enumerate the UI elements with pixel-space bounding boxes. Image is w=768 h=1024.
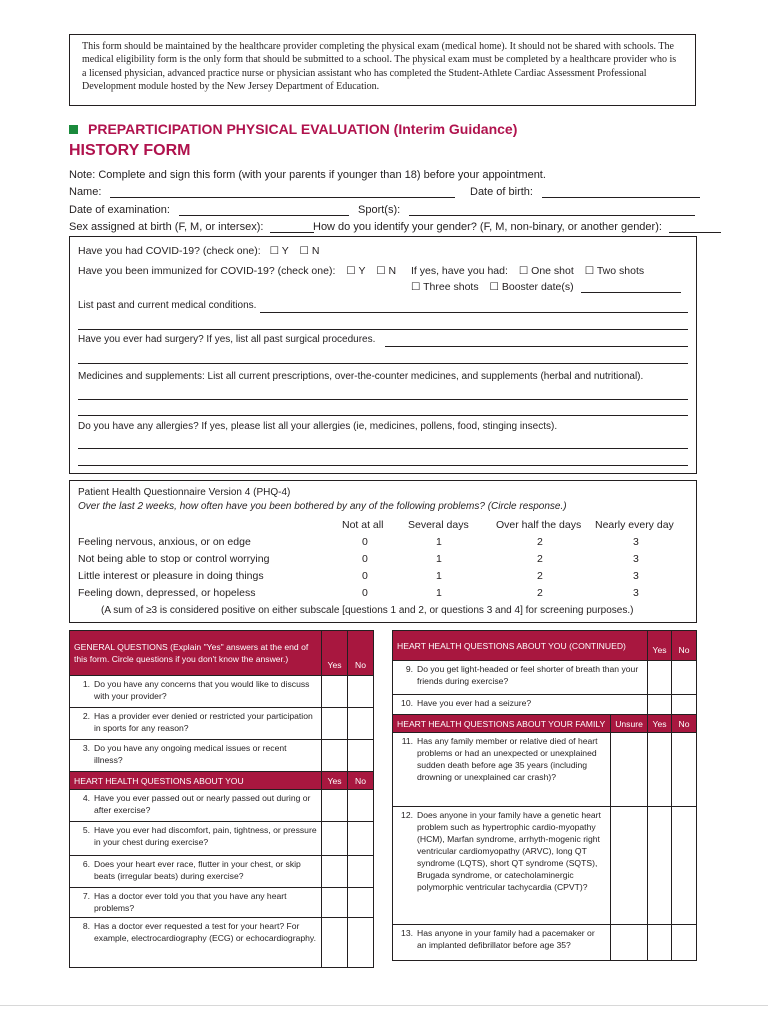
phq-row-4-score-3[interactable]: 3	[633, 587, 639, 599]
phq-row-2-label: Not being able to stop or control worrying	[78, 553, 270, 565]
q6-no-cell[interactable]	[348, 856, 374, 888]
q5-yes-cell[interactable]	[322, 822, 348, 856]
question-9: Do you get light-headed or feel shorter of breath than your friends during exercise?	[417, 664, 639, 686]
phq-row-4-score-1[interactable]: 1	[436, 587, 442, 599]
phq-row-2-score-2[interactable]: 2	[537, 553, 543, 565]
q12-unsure-cell[interactable]	[611, 807, 648, 925]
phq-row-2-score-1[interactable]: 1	[436, 553, 442, 565]
square-bullet-icon	[69, 125, 78, 134]
phq-col-not-at-all: Not at all	[342, 519, 384, 531]
phq-row-1-score-0[interactable]: 0	[362, 536, 368, 548]
phq-row-4-score-2[interactable]: 2	[537, 587, 543, 599]
phq-col-over-half: Over half the days	[496, 519, 582, 531]
phq-row-3-score-1[interactable]: 1	[436, 570, 442, 582]
surgery-line-1[interactable]	[385, 346, 688, 347]
question-13: Has anyone in your family had a pacemaker or an implanted defibrillator before age 35?	[417, 928, 595, 950]
phq-row-1-score-2[interactable]: 2	[537, 536, 543, 548]
exam-date-field[interactable]: Date of examination:	[69, 204, 349, 216]
notice-box	[69, 34, 696, 106]
sex-field[interactable]: Sex assigned at birth (F, M, or intersex):	[69, 221, 314, 233]
page-bottom-rule	[0, 1005, 768, 1006]
q5-no-cell[interactable]	[348, 822, 374, 856]
q9-no-cell[interactable]	[672, 661, 697, 695]
two-shots-checkbox[interactable]: ☐ Two shots	[584, 265, 645, 277]
q10-no-cell[interactable]	[672, 695, 697, 715]
conditions-line-1[interactable]	[260, 312, 688, 313]
phq-row-4-score-0[interactable]: 0	[362, 587, 368, 599]
question-2: Has a provider ever denied or restricted your participation in sports for any reason?	[94, 711, 313, 733]
phq-subtitle: Over the last 2 weeks, how often have you been bothered by any of the following problems? (Circle response.)	[78, 501, 567, 512]
phq-row-1-label: Feeling nervous, anxious, or on edge	[78, 536, 251, 548]
dob-line[interactable]	[542, 187, 700, 198]
phq-col-nearly-every-day: Nearly every day	[595, 519, 674, 531]
phq-row-1-score-1[interactable]: 1	[436, 536, 442, 548]
q7-yes-cell[interactable]	[322, 888, 348, 918]
question-4: Have you ever passed out or nearly passed out during or after exercise?	[94, 793, 311, 815]
question-7: Has a doctor ever told you that you have any heart problems?	[94, 891, 287, 913]
q4-no-cell[interactable]	[348, 790, 374, 822]
general-questions-table: GENERAL QUESTIONS (Explain "Yes" answers at the end of this form. Circle questions if you don't know the answer.) Yes No 1. Do you have any concerns that you would like to discuss with your provider? 2. Has a provider ever denied or restricted your participation in sports for any reason? 3. Do you have any ongoing medical issues or recent illness? HEART HEALTH QUESTIONS ABOUT YOU Yes No 4. Have you ever passed out or nearly passed out during or after exercise? 5. Have you ever had discomfort, pain, tightness, or pressure in your chest during exercise? 6. Does your heart ever race, flutter in your chest, or skip beats (irregular beats) during exercise? 7. Has a doctor ever told you that you have any heart problems? 8. Has a doctor ever requested a test for your heart? For example, electrocardiography (ECG) or echocardiography.	[69, 630, 374, 968]
booster-options	[411, 281, 681, 293]
phq-row-3-score-2[interactable]: 2	[537, 570, 543, 582]
name-line[interactable]	[110, 187, 455, 198]
phq-row-3-score-0[interactable]: 0	[362, 570, 368, 582]
question-6: Does your heart ever race, flutter in your chest, or skip beats (irregular beats) during exercise?	[94, 859, 301, 881]
phq-col-several-days: Several days	[408, 519, 469, 531]
gender-line[interactable]	[669, 222, 721, 233]
sports-line[interactable]	[409, 205, 695, 216]
three-shots-checkbox[interactable]: ☐ Three shots	[411, 281, 479, 293]
form-title: HISTORY FORM	[69, 142, 191, 159]
table-row: 7. Has a doctor ever told you that you have any heart problems?	[70, 888, 374, 918]
heart-health-table: HEART HEALTH QUESTIONS ABOUT YOU (CONTINUED) Yes No 9. Do you get light-headed or feel shorter of breath than your friends during exercise? 10. Have you ever had a seizure? HEART HEALTH QUESTIONS ABOUT YOUR FAMILY Unsure Yes No 11. Has any family member or relative died of heart problems or had an unexpected or unexplained sudden death before age 35 years (including drowning or unexplained car crash)? 12. Does anyone in your family have a genetic heart problem such as hypertrophic cardio-myopathy (HCM), Marfan syndrome, arrhyth-mogenic right ventricular cardiomyopathy (ARVC), long QT syndrome (LQTS), short QT syndrome (SQTS), Brugada syndrome, or catecholaminergic polymorphic ventricular tachycardia (CPVT)? 13. Has anyone in your family had a pacemaker or an implanted defibrillator before age 35?	[392, 630, 697, 961]
notice-text: This form should be maintained by the healthcare provider completing the physical exam (medical home). It should not be shared with schools. The medical eligibility form is the only form that should be submitted to a school. The physical exam must be completed by a healthcare provider who is a licensed physician, advanced practice nurse or physician assistant who has completed the Student-Athlete Cardiac Assessment Professional Development module hosted by the New Jersey Department of Education.	[82, 41, 677, 93]
question-12: Does anyone in your family have a genetic heart problem such as hypertrophic cardio-myopathy (HCM), Marfan syndrome, arrhyth-mogenic right ventricular cardiomyopathy (ARVC), long QT syndrome (LQTS), short QT syndrome (SQTS), Brugada syndrome, or catecholaminergic polymorphic ventricular tachycardia (CPVT)?	[417, 810, 601, 892]
immunized-yes-checkbox[interactable]: ☐ Y	[346, 265, 366, 277]
gender-field[interactable]: How do you identify your gender? (F, M, non-binary, or another gender):	[313, 221, 721, 233]
q2-yes-cell[interactable]	[322, 708, 348, 740]
allergies-question: Do you have any allergies? If yes, please list all your allergies (ie, medicines, pollens, food, stinging insects).	[78, 421, 558, 432]
q8-no-cell[interactable]	[348, 918, 374, 968]
phq-row-3-score-3[interactable]: 3	[633, 570, 639, 582]
medicines-question: Medicines and supplements: List all current prescriptions, over-the-counter medicines, and supplements (herbal and nutritional).	[78, 371, 644, 382]
table-row: 1. Do you have any concerns that you would like to discuss with your provider?	[70, 676, 374, 708]
table-row: 4. Have you ever passed out or nearly passed out during or after exercise?	[70, 790, 374, 822]
q7-no-cell[interactable]	[348, 888, 374, 918]
table-row: 2. Has a provider ever denied or restricted your participation in sports for any reason?	[70, 708, 374, 740]
phq-row-3-label: Little interest or pleasure in doing things	[78, 570, 264, 582]
table-row: 12. Does anyone in your family have a genetic heart problem such as hypertrophic cardio-myopathy (HCM), Marfan syndrome, arrhyth-mogenic right ventricular cardiomyopathy (ARVC), long QT syndrome (LQTS), short QT syndrome (SQTS), Brugada syndrome, or catecholaminergic polymorphic ventricular tachycardia (CPVT)?	[393, 807, 697, 925]
phq-row-2-score-0[interactable]: 0	[362, 553, 368, 565]
question-11: Has any family member or relative died of heart problems or had an unexpected or unexplained sudden death before age 35 years (including drowning or unexplained car crash)?	[417, 736, 598, 782]
q1-no-cell[interactable]	[348, 676, 374, 708]
phq-box	[69, 480, 697, 623]
q8-yes-cell[interactable]	[322, 918, 348, 968]
table-row: 13. Has anyone in your family had a pacemaker or an implanted defibrillator before age 35?	[393, 925, 697, 961]
allergies-line-2[interactable]	[78, 465, 688, 466]
q6-yes-cell[interactable]	[322, 856, 348, 888]
yes-column-header: Yes	[322, 631, 348, 676]
question-10: Have you ever had a seizure?	[417, 698, 532, 708]
q3-no-cell[interactable]	[348, 740, 374, 772]
name-field[interactable]: Name:	[69, 186, 455, 198]
immunized-no-checkbox[interactable]: ☐ N	[376, 265, 397, 277]
q13-yes-cell[interactable]	[648, 925, 672, 961]
phq-title: Patient Health Questionnaire Version 4 (PHQ-4)	[78, 487, 291, 498]
surgery-question: Have you ever had surgery? If yes, list all past surgical procedures.	[78, 334, 376, 345]
conditions-question: List past and current medical conditions.	[78, 300, 257, 311]
q13-no-cell[interactable]	[672, 925, 697, 961]
no-column-header: No	[348, 631, 374, 676]
table-row: 5. Have you ever had discomfort, pain, tightness, or pressure in your chest during exercise?	[70, 822, 374, 856]
family-header: HEART HEALTH QUESTIONS ABOUT YOUR FAMILY	[393, 715, 611, 733]
table-row: 11. Has any family member or relative died of heart problems or had an unexpected or unexplained sudden death before age 35 years (including drowning or unexplained car crash)?	[393, 733, 697, 807]
heart-health-header: HEART HEALTH QUESTIONS ABOUT YOU	[70, 772, 322, 790]
q10-yes-cell[interactable]	[648, 695, 672, 715]
sex-line[interactable]	[270, 222, 314, 233]
booster-date-line[interactable]	[581, 282, 681, 293]
phq-row-2-score-3[interactable]: 3	[633, 553, 639, 565]
question-5: Have you ever had discomfort, pain, tightness, or pressure in your chest during exercise?	[94, 825, 317, 847]
q12-yes-cell[interactable]	[648, 807, 672, 925]
q2-no-cell[interactable]	[348, 708, 374, 740]
q3-yes-cell[interactable]	[322, 740, 348, 772]
table-row: 6. Does your heart ever race, flutter in your chest, or skip beats (irregular beats) during exercise?	[70, 856, 374, 888]
q9-yes-cell[interactable]	[648, 661, 672, 695]
sports-field[interactable]: Sport(s):	[358, 204, 695, 216]
general-questions-header: GENERAL QUESTIONS (Explain "Yes" answers at the end of this form. Circle questions if you don't know the answer.)	[70, 631, 322, 676]
had-covid-no-checkbox[interactable]: ☐ N	[299, 245, 320, 257]
exam-date-line[interactable]	[179, 205, 349, 216]
q11-yes-cell[interactable]	[648, 733, 672, 807]
phq-footnote: (A sum of ≥3 is considered positive on either subscale [questions 1 and 2, or questions 3 and 4] for screening purposes.)	[101, 605, 634, 616]
table-row: 3. Do you have any ongoing medical issues or recent illness?	[70, 740, 374, 772]
history-box	[69, 236, 697, 474]
had-covid-yes-checkbox[interactable]: ☐ Y	[269, 245, 289, 257]
shots-options: If yes, have you had: ☐ One shot ☐ Two shots	[411, 265, 645, 277]
unsure-column-header: Unsure	[611, 715, 648, 733]
medicines-line-1[interactable]	[78, 399, 688, 400]
had-covid-question: Have you had COVID-19? (check one): ☐ Y ☐ N	[78, 245, 320, 257]
surgery-line-2[interactable]	[78, 363, 688, 364]
dob-field[interactable]: Date of birth:	[470, 186, 700, 198]
q12-no-cell[interactable]	[672, 807, 697, 925]
q4-yes-cell[interactable]	[322, 790, 348, 822]
section-title: PREPARTICIPATION PHYSICAL EVALUATION (Interim Guidance)	[69, 121, 517, 138]
table-row: 9. Do you get light-headed or feel shorter of breath than your friends during exercise?	[393, 661, 697, 695]
heart-continued-header: HEART HEALTH QUESTIONS ABOUT YOU (CONTINUED)	[393, 631, 648, 661]
q11-unsure-cell[interactable]	[611, 733, 648, 807]
medicines-line-2[interactable]	[78, 415, 688, 416]
question-8: Has a doctor ever requested a test for your heart? For example, electrocardiography (ECG) or echocardiography.	[94, 921, 316, 943]
allergies-line-1[interactable]	[78, 448, 688, 449]
immunized-question: Have you been immunized for COVID-19? (check one): ☐ Y ☐ N	[78, 265, 397, 277]
conditions-line-2[interactable]	[78, 329, 688, 330]
booster-checkbox[interactable]: ☐ Booster date(s)	[489, 281, 574, 293]
q13-unsure-cell[interactable]	[611, 925, 648, 961]
question-3: Do you have any ongoing medical issues or recent illness?	[94, 743, 287, 765]
question-1: Do you have any concerns that you would like to discuss with your provider?	[94, 679, 310, 701]
phq-row-4-label: Feeling down, depressed, or hopeless	[78, 587, 256, 599]
one-shot-checkbox[interactable]: ☐ One shot	[518, 265, 574, 277]
q11-no-cell[interactable]	[672, 733, 697, 807]
note: Note: Complete and sign this form (with your parents if younger than 18) before your appointment.	[69, 169, 546, 181]
phq-row-1-score-3[interactable]: 3	[633, 536, 639, 548]
table-row: 10. Have you ever had a seizure?	[393, 695, 697, 715]
table-row: 8. Has a doctor ever requested a test for your heart? For example, electrocardiography (ECG) or echocardiography.	[70, 918, 374, 968]
q1-yes-cell[interactable]	[322, 676, 348, 708]
